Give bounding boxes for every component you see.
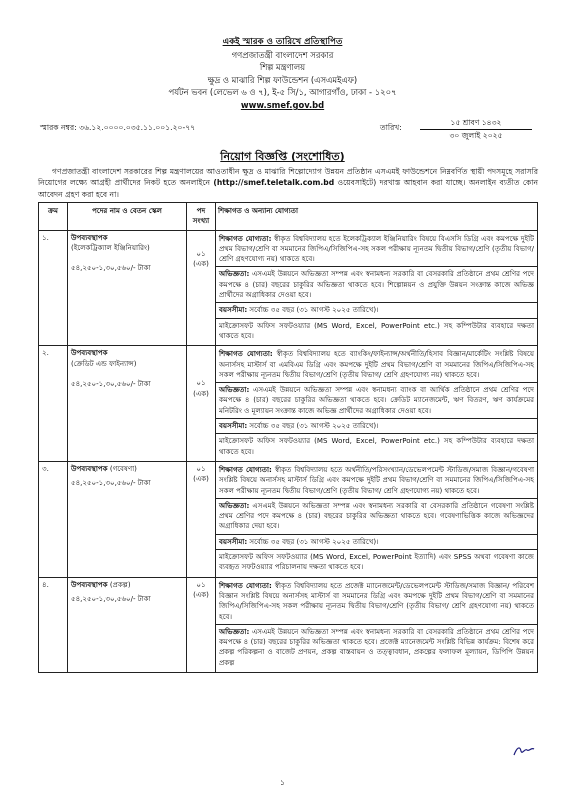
exp-label: অভিজ্ঞতা:	[219, 626, 250, 636]
post-dept: (ইলেকট্রিক্যাল ইঞ্জিনিয়ারিং)	[71, 242, 150, 252]
post-count-words: (এক)	[193, 474, 209, 484]
post-cell	[68, 577, 187, 672]
skill-text: মাইক্রোসফট অফিস সফটওয়্যার (MS Word, Excel, PowerPoint ইত্যাদি) এবং SPSS অথবা গবেষণা কাজে ব্যবহৃত সফটওয়্যার পরিচালনায় দক্ষতা থাকতে হবে।	[216, 549, 537, 575]
count-cell	[187, 577, 216, 672]
page-number: ১	[279, 778, 286, 787]
intro-text: গণপ্রজাতন্ত্রী বাংলাদেশ সরকারের শিল্প মন্ত্রণালয়ের আওতাধীন ক্ষুদ্র ও মাঝারি শিল্পোদ্যোগ উন্নয়ন প্রতিষ্ঠান এসএমই ফাউন্ডেশনে নিম্নবর্ণিত স্থায়ী পদসমূহে সরাসরি নিয়োগের লক্ষ্যে আগ্রহী প্রার্থীদের নিকট হতে অনলাইনে	[38, 167, 538, 188]
post-cell	[68, 346, 187, 462]
col-serial: ক্রম	[39, 203, 68, 231]
exp-text: এসএমই উন্নয়নে অভিজ্ঞতা সম্পন্ন এবং স্বনামধন্য ব্যাংক বা আর্থিক প্রতিষ্ঠানে প্রথম শ্রেণির পদে কমপক্ষে ৪ (চার) বছরের চাকুরির অভিজ্ঞতা থাকতে হবে। ক্রেডিট ম্যানেজমেন্ট, ঋণ বিতরণ, ঋণ কার্যক্রমের মনিটরিং ও মূল্যায়ন সংক্রান্ত কাজে অভিজ্ঞ প্রার্থীদের অগ্রাধিকার দেওয়া হবে।	[219, 385, 534, 415]
post-cell	[68, 461, 187, 577]
exp-text: এসএমই উন্নয়নে অভিজ্ঞতা সম্পন্ন এবং স্বনামধন্য সরকারি বা বেসরকারি প্রতিষ্ঠানে গবেষণা সংশ্লিষ্ট প্রথম শ্রেণির পদে কমপক্ষে ৪ (চার) বছরের চাকুরির অভিজ্ঞতা থাকতে হবে। গবেষণাভিত্তিক কাজে অভিজ্ঞদের অগ্রাধিকার দেয়া হবে।	[219, 500, 534, 531]
qualification-cell	[216, 346, 538, 462]
exp-label: অভিজ্ঞতা:	[219, 269, 250, 279]
table-header-row	[39, 203, 538, 231]
vacancy-table	[38, 202, 538, 673]
row-serial: ৩.	[39, 461, 68, 577]
edu-text: স্বীকৃত বিশ্ববিদ্যালয় হতে অর্থনীতি/পরিসংখ্যান/ডেভেলপমেন্ট স্টাডিজ/সমাজ বিজ্ঞান/গবেষণা সংশ্লিষ্ট বিষয়ে অনার্সসহ মাস্টার্স ডিগ্রি এবং কমপক্ষে দুইটি প্রথম বিভাগ/শ্রেণি বা সমমানের জিপিএ/সিজিপিএ-সহ সকল পরীক্ষায় ন্যূনতম দ্বিতীয় বিভাগ/শ্রেণি (তৃতীয় বিভাগ/ শ্রেণি গ্রহণযোগ্য নয়) থাকতে হবে।	[219, 464, 534, 495]
org-address: পর্যটন ভবন (লেভেল ৬ ও ৭), ই-৫ সি/১, আগারগাঁও, ঢাকা - ১২০৭	[168, 87, 397, 98]
post-count-words: (এক)	[193, 388, 209, 398]
pay-scale: ৫৪,২৫০-১,৩০,৫৬০/- টাকা	[71, 593, 151, 603]
post-count-words: (এক)	[193, 258, 209, 268]
pay-scale: ৫৪,২৫০-১,৩০,৫৬০/- টাকা	[71, 263, 151, 273]
pay-scale: ৫৪,২৫০-১,৩০,৫৬০/- টাকা	[71, 478, 151, 488]
age-text: সর্বোচ্চ ৩৫ বছর (৩১ আগস্ট ২০২৫ তারিখে)।	[247, 421, 379, 431]
exp-text: এসএমই উন্নয়নে অভিজ্ঞতা সম্পন্ন এবং স্বনামধন্য সরকারি বা বেসরকারি প্রতিষ্ঠানে প্রথম শ্রেণির পদে কমপক্ষে ৪ (চার) বছরের চাকুরির অভিজ্ঞতা থাকতে হবে। শিল্পোন্নয়ন ও প্রযুক্তি উন্নয়ন সংক্রান্ত কাজে অভিজ্ঞ প্রার্থীদের অগ্রাধিকার দেওয়া হবে।	[219, 269, 534, 300]
post-cell	[68, 230, 187, 346]
count-cell	[187, 461, 216, 577]
table-row	[39, 230, 538, 346]
qualification-cell	[216, 461, 538, 577]
age-label: বয়সসীমা:	[219, 305, 248, 315]
post-count: ০১	[196, 579, 206, 589]
col-qualification: শিক্ষাগত ও অন্যান্য যোগ্যতা	[216, 203, 538, 231]
edu-text: স্বীকৃত বিশ্ববিদ্যালয় হতে ব্যাংকিং/ফাইন্যান্স/অর্থনীতি/হিসাব বিজ্ঞান/মার্কেটিং সংশ্লিষ্ট বিষয়ে অনার্সসহ মাস্টার্স বা এমবিএম ডিগ্রি এবং কমপক্ষে দুইটি প্রথম বিভাগ/শ্রেণি বা সমমানের জিপিএ/সিজিপিএ-সহ সকল পরীক্ষায় ন্যূনতম দ্বিতীয় বিভাগ/শ্রেণি (তৃতীয় বিভাগ/ শ্রেণি গ্রহণযোগ্য নয়) থাকতে হবে।	[219, 349, 534, 379]
row-serial: ১.	[39, 230, 68, 346]
letterhead	[0, 36, 565, 112]
exp-label: অভিজ্ঞতা:	[219, 385, 250, 395]
age-text: সর্বোচ্চ ৩৫ বছর (৩১ আগস্ট ২০২৫ তারিখে)।	[247, 536, 379, 546]
date-gregorian: ৩০ জুলাই ২০২৫	[449, 131, 503, 140]
post-title: উপব্যবস্থাপক	[71, 232, 108, 242]
col-count: পদ সংখ্যা	[187, 203, 216, 231]
exp-text: এসএমই উন্নয়নে অভিজ্ঞতা সম্পন্ন এবং স্বনামধন্য সরকারি বা বেসরকারি প্রতিষ্ঠানে প্রথম শ্রেণির পদে কমপক্ষে ৪ (চার) বছরের চাকুরির অভিজ্ঞতা থাকতে হবে। প্রজেক্ট ম্যানেজমেন্ট সংশ্লিষ্ট বিভিন্ন কার্যক্রম: বিশেষ করে প্রকল্প পরিকল্পনা ও বাজেট প্রণয়ন, প্রকল্প বাস্তবায়ন ও তত্ত্বাবধান, প্রকল্পের ফলাফল মূল্যায়ন, ডিপিপি উন্নয়ন প্রকল্প	[219, 626, 534, 667]
count-cell	[187, 346, 216, 462]
age-label: বয়সসীমা:	[219, 421, 248, 431]
post-dept: (ক্রেডিট এন্ড ফাইন্যান্স)	[71, 358, 137, 368]
row-serial: ২.	[39, 346, 68, 462]
post-dept: (গবেষণা)	[109, 463, 137, 473]
exp-label: অভিজ্ঞতা:	[219, 500, 250, 510]
ministry-name: শিল্প মন্ত্রণালয়	[259, 62, 306, 73]
edu-text: স্বীকৃত বিশ্ববিদ্যালয় হতে ইলেকট্রিক্যাল ইঞ্জিনিয়ারিং বিষয়ে বিএসসি ডিগ্রি এবং কমপক্ষে দুইটি প্রথম বিভাগ/শ্রেণি বা সমমানের জিপিএ/সিজিপিএ-সহ সকল পরীক্ষায় ন্যূনতম দ্বিতীয় বিভাগ/শ্রেণি (তৃতীয় বিভাগ/ শ্রেণি গ্রহণযোগ্য নয়) থাকতে হবে।	[219, 233, 534, 264]
post-count-words: (এক)	[193, 589, 209, 599]
skill-text: মাইক্রোসফট অফিস সফটওয়্যার (MS Word, Excel, PowerPoint etc.) সহ কম্পিউটার ব্যবহারে দক্ষতা থাকতে হবে।	[216, 433, 537, 459]
count-cell	[187, 230, 216, 346]
post-count: ০১	[196, 463, 206, 473]
memo-number: স্মারক নম্বর: ৩৬.১২.০০০০.০৩৫.১১.০০১.২০-৭৭	[40, 123, 196, 132]
intro-text-2: ওয়েবসাইটে) দরখাস্ত আহবান করা যাচ্ছে। অনলাইন ব্যতীত কোন আবেদন গ্রহণ করা হবে না।	[38, 178, 539, 199]
post-count: ০১	[196, 378, 206, 388]
date-label: তারিখ:	[380, 123, 402, 132]
intro-paragraph	[38, 166, 538, 200]
edu-text: স্বীকৃত বিশ্ববিদ্যালয় হতে প্রজেক্ট ম্যানেজমেন্ট/ডেভেলপমেন্ট স্টাডিজ/সমাজ বিজ্ঞান/ পরিবেশ বিজ্ঞান সংশ্লিষ্ট বিষয়ে অনার্সসহ মাস্টার্স বা সমমানের ডিগ্রি এবং কমপক্ষে দুইটি প্রথম বিভাগ/শ্রেণি বা সমমানের জিপিএ/সিজিপিএ-সহ সকল পরীক্ষায় ন্যূনতম দ্বিতীয় বিভাগ/শ্রেণি (তৃতীয় বিভাগ/ শ্রেণি গ্রহণযোগ্য নয়) থাকতে হবে।	[219, 580, 534, 621]
edu-label: শিক্ষাগত যোগ্যতা:	[219, 233, 272, 243]
post-title: উপব্যবস্থাপক	[71, 463, 108, 473]
qualification-cell	[216, 230, 538, 346]
edu-label: শিক্ষাগত যোগ্যতা:	[219, 464, 272, 474]
row-serial: ৪.	[39, 577, 68, 672]
date-bengali: ১৫ শ্রাবণ ১৪৩২	[420, 117, 532, 130]
post-title: উপব্যবস্থাপক	[71, 348, 108, 358]
age-label: বয়সসীমা:	[219, 536, 248, 546]
edu-label: শিক্ষাগত যোগ্যতা:	[219, 580, 272, 590]
pay-scale: ৫৪,২৫০-১,৩০,৫৬০/- টাকা	[71, 378, 151, 388]
post-title: উপব্যবস্থাপক	[71, 579, 108, 589]
post-count: ০১	[196, 248, 206, 258]
col-post: পদের নাম ও বেতন স্কেল	[68, 203, 187, 231]
page-title: নিয়োগ বিজ্ঞপ্তি (সংশোধিত)	[220, 150, 345, 163]
qualification-cell	[216, 577, 538, 672]
govt-name: গণপ্রজাতন্ত্রী বাংলাদেশ সরকার	[231, 49, 334, 60]
org-website-link[interactable]: www.smef.gov.bd	[240, 99, 325, 110]
date-box	[420, 117, 532, 142]
table-row	[39, 461, 538, 577]
application-link[interactable]: (http://smef.teletalk.com.bd	[213, 178, 335, 188]
table-row	[39, 577, 538, 672]
table-row	[39, 346, 538, 462]
post-dept: (প্রকল্প)	[109, 579, 131, 589]
age-text: সর্বোচ্চ ৩৫ বছর (৩১ আগস্ট ২০২৫ তারিখে)।	[247, 305, 379, 315]
org-name: ক্ষুদ্র ও মাঝারি শিল্প ফাউন্ডেশন (এসএমইএফ)	[207, 74, 358, 85]
edu-label: শিক্ষাগত যোগ্যতা:	[219, 349, 273, 359]
signature-initials	[512, 744, 536, 758]
replacement-stamp: একই স্মারক ও তারিখে প্রতিস্থাপিত	[222, 37, 343, 47]
skill-text: মাইক্রোসফট অফিস সফটওয়্যার (MS Word, Excel, PowerPoint etc.) সহ কম্পিউটার ব্যবহারে দক্ষতা থাকতে হবে।	[216, 318, 537, 344]
